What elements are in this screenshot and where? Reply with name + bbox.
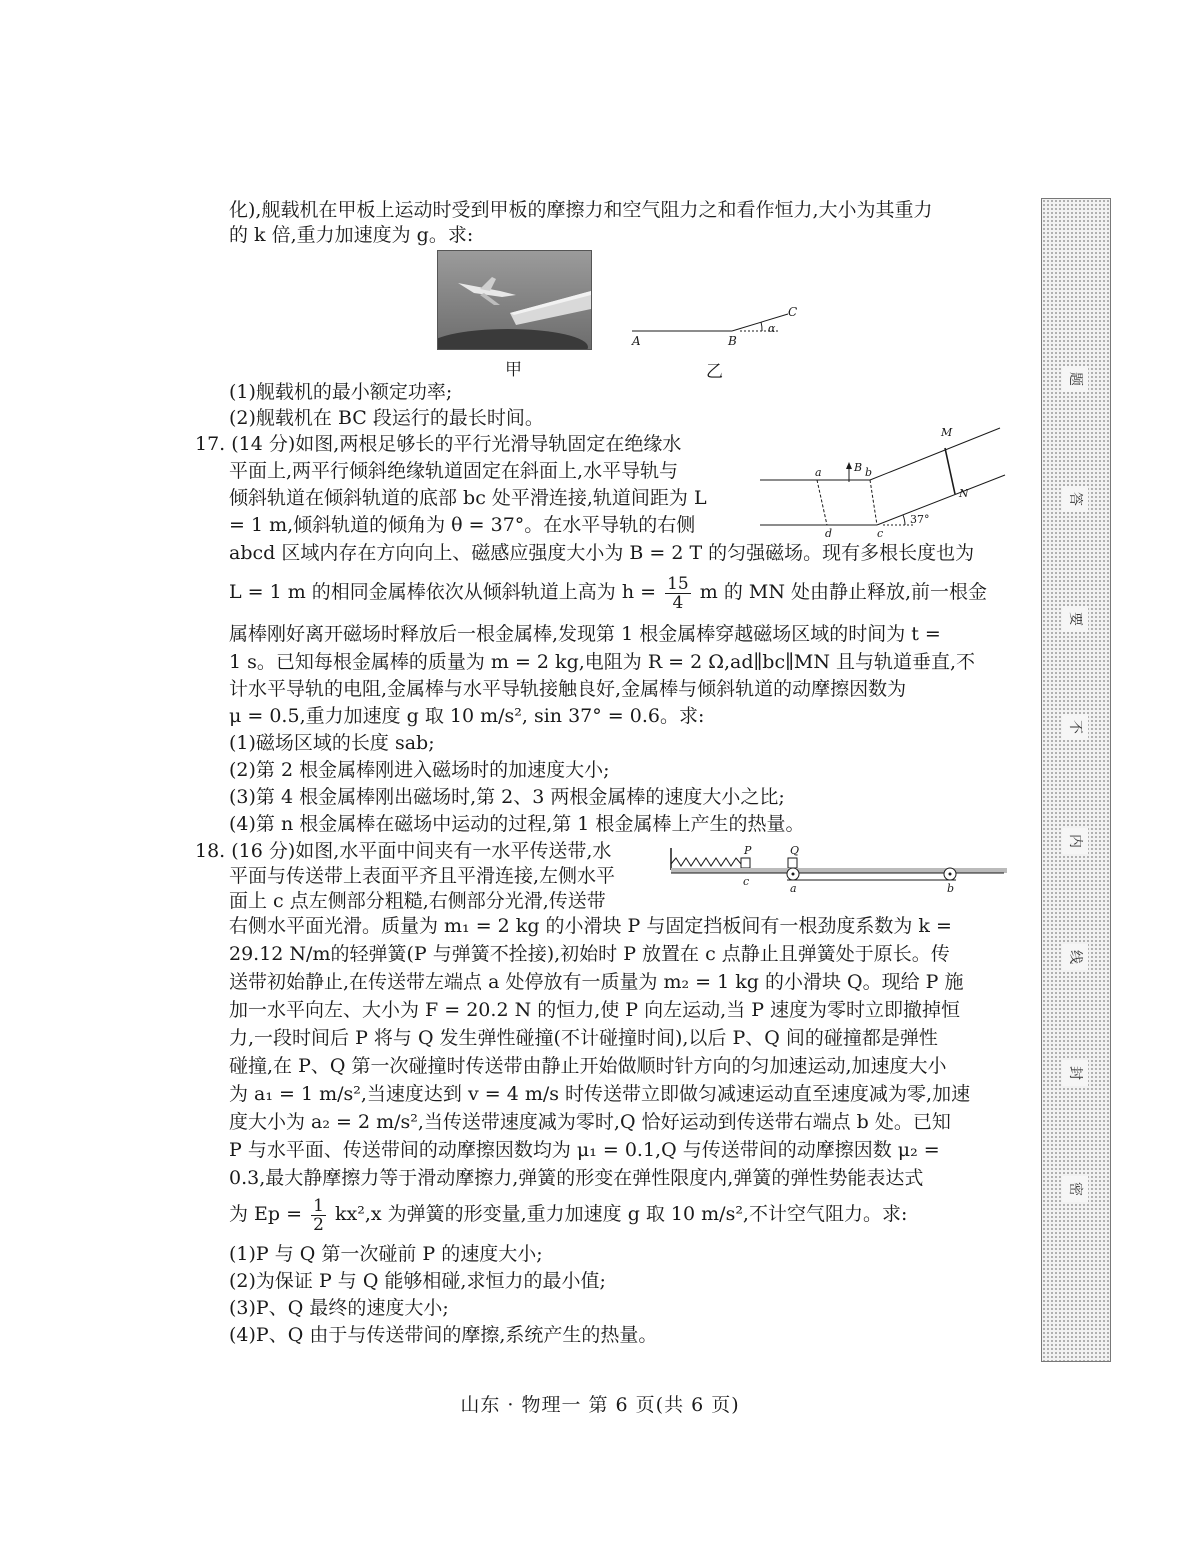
q17-sub-1: (1)磁场区域的长度 sab; (229, 732, 435, 754)
seal-char-3: 要 (1062, 606, 1088, 632)
q17-line-9: 计水平导轨的电阻,金属棒与水平导轨接触良好,金属棒与倾斜轨道的动摩擦因数为 (229, 678, 907, 700)
q16-sub-1: (1)舰载机的最小额定功率; (229, 381, 453, 403)
q18-line-3: 面上 c 点左侧部分粗糙,右侧部分光滑,传送带 (229, 890, 606, 912)
q17-line-7: 属棒刚好离开磁场时释放后一根金属棒,发现第 1 根金属棒穿越磁场区域的时间为 t = (229, 623, 941, 645)
seal-char-7: 封 (1062, 1060, 1088, 1086)
q17-line-5: abcd 区域内存在方向向上、磁感应强度大小为 B = 2 T 的匀强磁场。现有多根长度也为 (229, 542, 975, 564)
seal-char-8: 密 (1062, 1176, 1088, 1202)
q18-line-1: 18. (16 分)如图,水平面中间夹有一水平传送带,水 (195, 840, 612, 862)
q18-line-8: 力,一段时间后 P 将与 Q 发生弹性碰撞(不计碰撞时间),以后 P、Q 间的碰撞都是弹性 (229, 1027, 938, 1049)
q17-line-2: 平面上,两平行倾斜绝缘轨道固定在斜面上,水平导轨与 (229, 460, 679, 482)
q17-sub-4: (4)第 n 根金属棒在磁场中运动的过程,第 1 根金属棒上产生的热量。 (229, 813, 805, 835)
label-d: d (825, 527, 833, 540)
ramp-diagram (620, 300, 810, 352)
q18-line-11: 度大小为 a₂ = 2 m/s²,当传送带速度减为零时,Q 恰好运动到传送带右端点 b 处。已知 (229, 1111, 951, 1133)
q18-sub-4: (4)P、Q 由于与传送带间的摩擦,系统产生的热量。 (229, 1324, 658, 1346)
rail-diagram (755, 420, 1010, 540)
label-c: c (877, 527, 884, 540)
seal-char-6: 线 (1062, 944, 1088, 970)
q18-sub-1: (1)P 与 Q 第一次碰前 P 的速度大小; (229, 1243, 543, 1265)
q16-sub-2: (2)舰载机在 BC 段运行的最长时间。 (229, 407, 544, 429)
q17-line-3: 倾斜轨道在倾斜轨道的底部 bc 处平滑连接,轨道间距为 L (229, 487, 707, 509)
q18-line-5: 29.12 N/m的轻弹簧(P 与弹簧不拴接),初始时 P 放置在 c 点静止且弹簧处于原长。传 (229, 943, 950, 965)
q17-line-8: 1 s。已知每根金属棒的质量为 m = 2 kg,电阻为 R = 2 Ω,ad∥bc∥MN 且与轨道垂直,不 (229, 651, 976, 673)
seal-char-4: 不 (1062, 714, 1088, 740)
label-field-B: B (854, 461, 863, 474)
caption-yi: 乙 (706, 362, 723, 382)
q16-line-1: 化),舰载机在甲板上运动时受到甲板的摩擦力和空气阻力之和看作恒力,大小为其重力 (229, 199, 933, 221)
q17-sub-3: (3)第 4 根金属棒刚出磁场时,第 2、3 两根金属棒的速度大小之比; (229, 786, 785, 808)
label-P: P (744, 844, 752, 857)
q18-line-4: 右侧水平面光滑。质量为 m₁ = 2 kg 的小滑块 P 与固定挡板间有一根劲度系数为 k = (229, 915, 952, 937)
q18-line-7: 加一水平向左、大小为 F = 20.2 N 的恒力,使 P 向左运动,当 P 速度为零时立即撤掉恒 (229, 999, 961, 1021)
label-N: N (959, 487, 969, 500)
label-a: a (790, 882, 797, 895)
label-a: a (815, 466, 822, 479)
q18-line-6: 送带初始静止,在传送带左端点 a 处停放有一质量为 m₂ = 1 kg 的小滑块 Q。现给 P 施 (229, 971, 964, 993)
label-C: C (788, 305, 798, 319)
q18-sub-2: (2)为保证 P 与 Q 能够相碰,求恒力的最小值; (229, 1270, 606, 1292)
q17-line-6: L = 1 m 的相同金属棒依次从倾斜轨道上高为 h = $\frac{15}{4}$ m 的 MN 处由静止释放,前一根金 (229, 573, 988, 613)
caption-jia: 甲 (505, 360, 522, 380)
label-b: b (947, 882, 955, 895)
q18-line-2: 平面与传送带上表面平齐且平滑连接,左侧水平 (229, 865, 616, 887)
q18-sub-3: (3)P、Q 最终的速度大小; (229, 1297, 449, 1319)
half-fraction: $\frac{1}{2}$ (313, 1195, 324, 1235)
q16-line-2: 的 k 倍,重力加速度为 g。求: (229, 224, 474, 246)
label-b: b (865, 466, 873, 479)
seal-char-5: 内 (1062, 828, 1088, 854)
q18-line-10: 为 a₁ = 1 m/s²,当速度达到 v = 4 m/s 时传送带立即做匀减速运动直至速度减为零,加速 (229, 1083, 971, 1105)
height-fraction: $\frac{15}{4}$ (667, 573, 689, 613)
q17-line-4: = 1 m,倾斜轨道的倾角为 θ = 37°。在水平导轨的右侧 (229, 514, 696, 536)
page-footer: 山东 · 物理一 第 6 页(共 6 页) (460, 1394, 740, 1416)
conveyor-diagram (668, 836, 1010, 898)
label-A: A (632, 334, 641, 348)
q18-line-14: 为 Ep = $\frac{1}{2}$ kx²,x 为弹簧的形变量,重力加速度 g 取 10 m/s²,不计空气阻力。求: (229, 1195, 908, 1235)
q17-sub-2: (2)第 2 根金属棒刚进入磁场时的加速度大小; (229, 759, 610, 781)
label-M: M (941, 426, 953, 439)
q18-line-9: 碰撞,在 P、Q 第一次碰撞时传送带由静止开始做顺时针方向的匀加速运动,加速度大小 (229, 1055, 947, 1077)
label-alpha: α (768, 322, 776, 335)
label-c: c (743, 875, 750, 888)
seal-char-1: 题 (1062, 366, 1088, 392)
seal-char-2: 答 (1062, 486, 1088, 512)
label-angle: 37° (910, 513, 930, 526)
q18-line-13: 0.3,最大静摩擦力等于滑动摩擦力,弹簧的形变在弹性限度内,弹簧的弹性势能表达式 (229, 1167, 924, 1189)
q17-line-1: 17. (14 分)如图,两根足够长的平行光滑导轨固定在绝缘水 (195, 433, 682, 455)
carrier-jet-photo (437, 250, 592, 350)
q17-line-10: μ = 0.5,重力加速度 g 取 10 m/s², sin 37° = 0.6。求: (229, 705, 705, 727)
q18-line-12: P 与水平面、传送带间的动摩擦因数均为 μ₁ = 0.1,Q 与传送带间的动摩擦因数 μ₂ = (229, 1139, 940, 1161)
label-Q: Q (790, 844, 800, 857)
label-B: B (728, 334, 737, 348)
